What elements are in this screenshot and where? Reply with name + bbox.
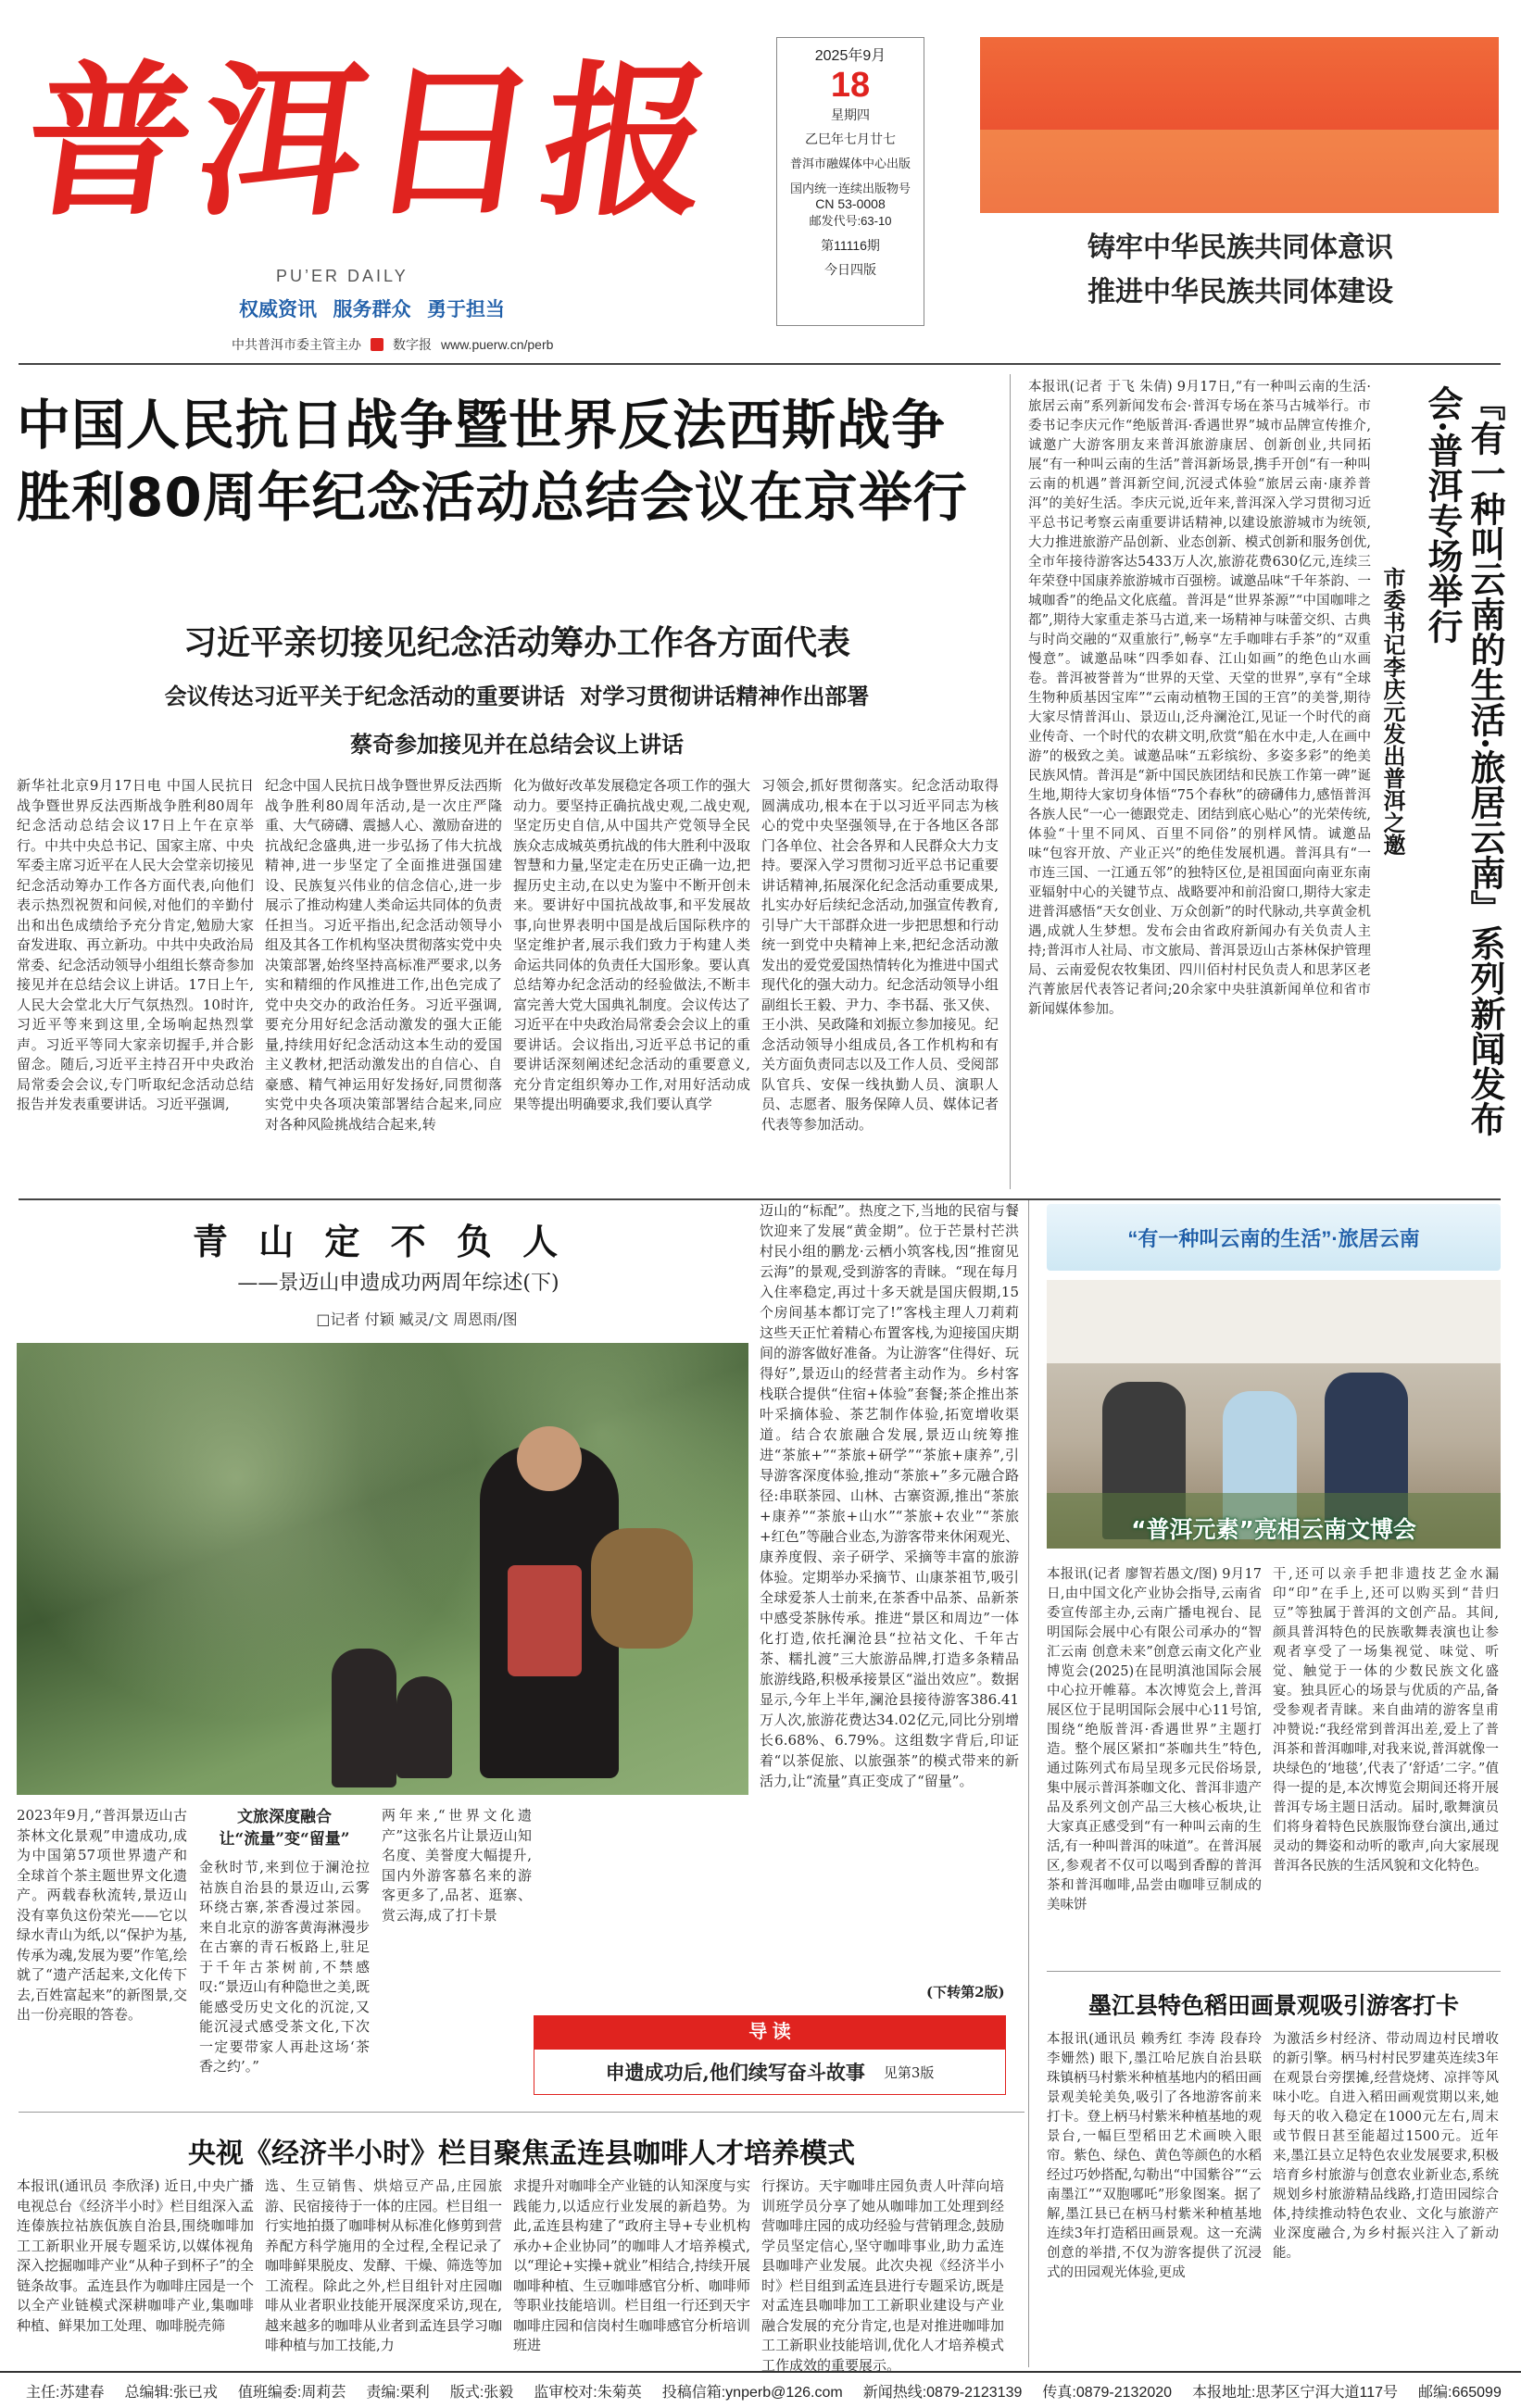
- feature-title: 青 山 定 不 负 人: [192, 1221, 568, 1262]
- sponsor-text: 中共普洱市委主管主办: [232, 337, 361, 352]
- footer-fax: 传真:0879-2132020: [1042, 2384, 1173, 2401]
- banner-glow: [980, 130, 1499, 213]
- footer-section-editor: 责编:栗利: [366, 2384, 430, 2401]
- masthead-logo: 普洱日报: [13, 44, 731, 238]
- digital-label: 数字报: [393, 337, 432, 352]
- mojiang-col1: 本报讯(通讯员 赖秀红 李涛 段春玲 李姗然) 眼下,墨江哈尼族自治县联珠镇柄马村紫米种植基地内的稻田画景观美轮美奂,吸引了各地游客前来打卡。登上柄马村紫米种植基地的观景台,一幅巨型稻田艺术画映入眼帘。紫色、绿色、黄色等颜色的水稻经过巧妙搭配,勾勒出“中国紫谷”“云南墨江”“双胞哪吒”形象图案。据了解,墨江县已在柄马村紫米种植基地连续3年打造稻田画景观。这一充满创意的举措,不仅为游客提供了沉浸式的田园观光体验,更成: [1047, 2032, 1262, 2280]
- third-picker-figure: [396, 1676, 452, 1778]
- issue-number: 第11116期: [821, 238, 880, 253]
- guide-label: 导 读: [534, 2015, 1006, 2049]
- masthead-subtitle: PU’ER DAILY: [276, 267, 409, 285]
- footer-email[interactable]: 投稿信箱:ynperb@126.com: [661, 2384, 843, 2401]
- lead-col1: 新华社北京9月17日电 中国人民抗日战争暨世界反法西斯战争胜利80周年纪念活动总结会议17日上午在京举行。中共中央总书记、国家主席、中央军委主席习近平在人民大会堂亲切接见纪念活动筹办工作各方面代表,向他们表示热烈祝贺和问候,对他们的辛勤付出和出色成绩给予充分肯定,勉励大家奋发进取、再立新功。中共中央政治局常委、纪念活动领导小组组长蔡奇参加接见并在总结会议上讲话。17日上午,人民大会堂北大厅气氛热烈。10时许,习近平等来到这里,全场响起热烈掌声。习近平等同大家亲切握手,并合影留念。随后,习近平主持召开中央政治局常委会会议,专门听取纪念活动总结报告并发表重要讲话。习近平强调,: [17, 777, 254, 1112]
- lead-col4: 习领会,抓好贯彻落实。纪念活动取得圆满成功,根本在于以习近平同志为核心的党中央坚强领导,在于各地区各部门各单位、社会各界和人民群众大力支持。要深入学习贯彻习近平总书记重要讲话精神,拓展深化纪念活动重要成果,扎实办好后续纪念活动,加强宣传教育,引导广大干部群众进一步把思想和行动统一到党中央精神上来,把纪念活动激发出的爱党爱国热情转化为推进中国式现代化的强大动力。纪念活动领导小组副组长王毅、尹力、李书磊、张又侠、王小洪、吴政隆和刘振立参加接见。纪念活动领导小组成员,各工作机构和有关方面负责同志以及工作人员、受阅部队官兵、安保一线执勤人员、演职人员、志愿者、服务保障人员、媒体记者代表等参加活动。: [761, 777, 999, 1133]
- guide-page: 见第3版: [883, 2063, 935, 2081]
- side-news-title: 『有一种叫云南的生活·旅居云南』系列新闻发布会·普洱专场举行: [1422, 385, 1506, 1137]
- expo-col2: 干,还可以亲手把非遗技艺金水漏印“印”在手上,还可以购买到“昔归豆”等独属于普洱的文创产品。其间,颜具普洱特色的民族歌舞表演也让参观者享受了一场集视觉、味觉、听觉、触觉于一体的少数民族文化盛宴。独具匠心的场景与优质的产品,备受参观者青睐。来自曲靖的游客皇甫冲赞说:“我经常到普洱出差,爱上了普洱茶和普洱咖啡,对我来说,普洱就像一块绿色的‘地毯’,代表了‘舒适’二字。”值得一提的是,本次博览会期间还将开展普洱专场主题日活动。届时,歌舞演员们将身着特色民族服饰登台演出,通过灵动的舞姿和动听的歌声,向大家展现普洱各民族的生活风貌和文化特色。: [1273, 1567, 1499, 1874]
- lead-col2: 纪念中国人民抗日战争暨世界反法西斯战争胜利80周年活动,是一次庄严隆重、大气磅礴、震撼人心、激励奋进的抗战纪念盛典,进一步弘扬了伟大抗战精神,进一步坚定了全面推进强国建设、民族复兴伟业的信念信心,进一步展示了推动构建人类命运共同体的负责任担当。习近平指出,纪念活动领导小组及其各工作机构坚决贯彻落实党中央决策部署,始终坚持高标准严要求,以务实和精细的作风推进工作,出色完成了党中央交办的政治任务。习近平强调,要充分用好纪念活动激发的强大正能量,持续用好纪念活动这本生动的爱国主义教材,把活动激发出的自信心、自豪感、精气神运用好发扬好,同贯彻落实党中央各项决策部署结合起来,同应对各种风险挑战结合起来,转: [265, 777, 502, 1133]
- feature-col4: 迈山的“标配”。热度之下,当地的民宿与餐饮迎来了发展“黄金期”。位于芒景村芒洪村民小组的鹏龙·云栖小筑客栈,因“推窗见云海”的景观,受到游客的青睐。“现在每月入住率稳定,再过十多天就是国庆假期,15个房间基本都订完了!”客栈主理人刀莉莉这些天正忙着精心布置客栈,为迎接国庆期间的游客做好准备。为让游客“住得好、玩得好”,景迈山的经营者主动作为。乡村客栈联合提供“住宿+体验”套餐;茶企推出茶叶采摘体验、茶艺制作体验,拓宽增收渠道。结合农旅融合发展,景迈山统筹推进“茶旅+”“茶旅+研学”“茶旅+康养”,引导游客深度体验,推动“茶旅+”多元融合路径:串联茶园、山林、古寨资源,推出“茶旅+康养”“茶旅+山水”“茶旅+农业”“茶旅+红色”等融合业态,为游客带来休闲观光、康养度假、亲子研学、采摘等丰富的旅游体验。定期举办采摘节、山康茶祖节,吸引全球爱茶人士前来,在茶香中品茶、品新茶中感受茶脉传承。推进“景区和周边”一体化打造,依托澜沧县“拉祜文化、千年古茶、糯扎渡”三大旅游品牌,打造多条精品旅游线路,积极承接景区“溢出效应”。数据显示,今年上半年,澜沧县接待游客386.41万人次,旅游花费达34.02亿元,同比分别增长6.68%、6.79%。这组数字背后,印证着“以茶促旅、以旅强茶”的模式带来的新活力,让“流量”真正变成了“留量”。: [760, 1202, 1020, 1789]
- expo-col1: 本报讯(记者 廖智若愚文/图) 9月17日,由中国文化产业协会指导,云南省委宣传部主办,云南广播电视台、昆明国际会展中心有限公司承办的“智汇云南 创意未来”创意云南文化产业博览会(2025)在昆明滇池国际会展中心拉开帷幕。本次博览会上,普洱展区位于昆明国际会展中心11号馆,围绕“绝版普洱·香遇世界”主题打造。整个展区紧扣“茶咖共生”特色,通过陈列式布局呈现多元民俗场景,集中展示普洱茶咖文化、普洱非遗产品及系列文创产品三大核心板块,让大家真正感受到“有一种叫云南的生活,有一种叫普洱的味道”。在普洱展区,参观者不仅可以喝到香醇的普洱茶和普洱咖啡,品尝由咖啡豆制成的美味饼: [1047, 1567, 1262, 1913]
- banner-line2: 推进中华民族共同体建设: [1087, 276, 1393, 308]
- feature-subtitle: ——景迈山申遗成功两周年综述(下): [237, 1272, 559, 1295]
- mojiang-rule: [1047, 1971, 1501, 1972]
- issn-label: 国内统一连续出版物号: [789, 182, 911, 195]
- lead-col3: 化为做好改革发展稳定各项工作的强大动力。要坚持正确抗战史观,二战史观,坚定历史自信,从中国共产党领导全民族众志成城英勇抗战的伟大胜利中汲取智慧和力量,坚定走在历史正确一边,把握历史主动,在以史为鉴中不断开创未来。要讲好中国抗战故事,和平发展故事,向世界表明中国是战后国际秩序的坚定维护者,展示我们致力于构建人类命运共同体的负责任大国形象。要认真总结筹办纪念活动的经验做法,不断丰富完善大党大国典礼制度。会议传达了习近平在中央政治局常委会会议上的重要讲话。会议指出,习近平总书记的重要讲话深刻阐述纪念活动的重要意义,充分肯定组织筹办工作,对用好活动成果等提出明确要求,我们要认真学: [513, 777, 750, 1112]
- footer-editor-in-chief: 主任:苏建春: [26, 2384, 105, 2401]
- date-publisher: 普洱市融媒体中心出版: [789, 157, 911, 170]
- lead-headline-line2: 胜利80周年纪念活动总结会议在京举行: [17, 466, 968, 529]
- banner-line1: 铸牢中华民族共同体意识: [1087, 232, 1393, 264]
- top-rule: [19, 363, 1501, 365]
- lead-sub3: 蔡奇参加接见并在总结会议上讲话: [350, 731, 684, 758]
- footer-address: 本报地址:思茅区宁洱大道117号: [1192, 2384, 1399, 2401]
- feature-col1: 2023年9月,“普洱景迈山古茶林文化景观”申遗成功,成为中国第57项世界遗产和全球首个茶主题世界文化遗产。两载春秋流转,景迈山没有辜负这份荣光——它以绿水青山为纸,以“保护为基,传承为魂,发展为要”作笔,绘就了“遗产活起来,文化传下去,百姓富起来”的新图景,交出一份亮眼的答卷。: [17, 1807, 187, 2023]
- feature-col2: 金秋时节,来到位于澜沧拉祜族自治县的景迈山,云雾环绕古寨,茶香漫过茶园。来自北京的游客黄海淋漫步在古寨的青石板路上,驻足于千年古茶树前,不禁感叹:“景迈山有种隐世之美,既能感受历史文化的沉淀,又能沉浸式感受茶文化,下次一定要带家人再赴这场‘茶香之约’。”: [199, 1859, 370, 2075]
- masthead-slogan: 权威资讯 服务群众 勇于担当: [239, 299, 506, 320]
- mojiang-headline: 墨江县特色稻田画景观吸引游客打卡: [1087, 1992, 1459, 2019]
- footer-layout: 版式:张毅: [449, 2384, 514, 2401]
- coffee-col3: 求提升对咖啡全产业链的认知深度与实践能力,以适应行业发展的新趋势。为此,孟连县构建了“政府主导+专业机构承办+企业协同”的咖啡人才培养模式,以“理论+实操+就业”相结合,持续开展咖啡种植、生豆咖啡感官分析、咖啡师等职业技能培训。栏目组一行还到天宇咖啡庄园和信岗村生咖啡感官分析培训班进: [513, 2177, 750, 2353]
- footer-hotline: 新闻热线:0879-2123139: [862, 2384, 1023, 2401]
- lead-headline: [17, 389, 1017, 533]
- picker-embroidery: [508, 1565, 582, 1676]
- mojiang-col2: 为激活乡村经济、带动周边村民增收的新引擎。柄马村村民罗建英连续3年在观景台旁摆摊,经营烧烤、凉拌等风味小吃。自进入稻田画观赏期以来,她每天的收入稳定在1000元左右,周末或节假日甚至能超过1500元。近年来,墨江县立足特色农业发展要求,积极培育乡村旅游与创意农业新业态,系统规划乡村旅游精品线路,打造田园综合体,持续推动特色农业、文化与旅游产业深度融合,为乡村振兴注入了新动能。: [1273, 2032, 1499, 2261]
- tea-basket: [591, 1528, 693, 1649]
- cn-number: CN 53-0008: [815, 196, 886, 211]
- footer-chief-editor: 总编辑:张已戎: [124, 2384, 218, 2401]
- coffee-headline: 央视《经济半小时》栏目聚焦孟连县咖啡人才培养模式: [188, 2138, 855, 2170]
- side-news-subtitle: 市委书记李庆元发出普洱之邀: [1379, 567, 1406, 856]
- footer-bar: [0, 2371, 1521, 2408]
- coffee-rule: [19, 2112, 1024, 2113]
- col-divider: [1010, 374, 1011, 1189]
- footer-postcode: 邮编:665099: [1418, 2384, 1502, 2401]
- date-day: 18: [830, 66, 871, 105]
- coffee-col2: 选、生豆销售、烘焙豆产品,庄园旅游、民宿接待于一体的庄园。栏目组一行实地拍摄了咖啡树从标准化修剪到营养配方科学施用的全过程,全程记录了咖啡鲜果脱皮、发酵、干燥、筛选等加工流程。除此之外,栏目组针对庄园咖啡从业者职业技能开展深度采访,现在,越来越多的咖啡从业者到孟连县学习咖啡种植与加工技能,力: [265, 2177, 502, 2353]
- guide-headline[interactable]: 申遗成功后,他们续写奋斗故事: [605, 2061, 865, 2084]
- right-col-divider: [1028, 1200, 1029, 2367]
- lead-headline-line1: 中国人民抗日战争暨世界反法西斯战争: [17, 394, 947, 457]
- lead-sub2: 会议传达习近平关于纪念活动的重要讲话 对学习贯彻讲话精神作出部署: [164, 683, 870, 709]
- banner-text: [982, 217, 1499, 326]
- tea-picker-face: [517, 1426, 582, 1491]
- footer-supervise: 监审校对:朱菊英: [534, 2384, 642, 2401]
- date-lunar: 乙巳年七月廿七: [805, 132, 896, 146]
- side-news-body: 本报讯(记者 于飞 朱倩) 9月17日,“有一种叫云南的生活·旅居云南”系列新闻发布会·普洱专场在茶马古城举行。市委书记李庆元作“绝版普洱·香遇世界”城市品牌宣传推介,诚邀广大游客朋友来普洱旅游康居、创新创业,共同拓展“有一种叫云南的生活”普洱新场景,携手开创“有一种叫云南的机遇”普洱新空间,沉浸式体验“旅居云南·康养普洱”的美好生活。李庆元说,近年来,普洱深入学习贯彻习近平总书记考察云南重要讲话精神,以建设旅游城市为统领,大力推进旅游产品创新、业态创新、模式创新和服务创优,全市年接待游客达5433万人次,旅游花费630亿元,连续三年荣登中国康养旅游城市百强榜。诚邀品味“千年茶韵、一城咖香”的绝品文化底蕴。普洱是“世界茶源”“中国咖啡之都”,期待大家重走茶马古道,来一场精神与味蕾交织、古典与时尚交融的“双重旅行”,畅享“左手咖啡右手茶”的“双重慢意”。诚邀品味“四季如春、江山如画”的绝色山水画卷。普洱被誉普为“世界的天堂、天堂的世界”,享有“全球生物种质基因宝库”“云南动植物王国的王宫”的美誉,期待大家尽情普洱山、景迈山,泛舟澜沧江,见证一个时代的商业传奇、一个时代的农耕文明,欣赏“船在水中走,人在画中游”的极致之美。诚邀品味“五彩缤纷、多姿多彩”的绝美民族风情。普洱是“新中国民族团结和民族工作第一碑”诞生地,期待大家切身体悟“75个春秋”的磅礴伟力,感悟普洱各族人民“一心一德跟党走、团结到底心贴心”的光荣传统,体验“十里不同风、百里不同俗”的别样风情。诚邀品味“包容开放、产业正兴”的绝佳发展机遇。普洱具有“一市连三国、一江通五邻”的独特区位,是祖国面向南亚东南亚辐射中心的关键节点、战略要冲和前沿窗口,期待大家走进普洱感悟“天女创业、万众创新”的时代脉动,共享黄金机遇,成就人生梦想。发布会由省政府新闻办有关负责人主持;普洱市人社局、市文旅局、普洱景迈山古茶林保护管理局、云南爱倪农牧集团、四川佰村村民负责人和思茅区老汽菁旅居代表答记者问;20余家中央驻滇新闻单位和省市新闻媒体参加。: [1028, 380, 1371, 1017]
- lead-sub1: 习近平亲切接见纪念活动筹办工作各方面代表: [182, 623, 850, 662]
- date-block: [776, 37, 924, 326]
- guide-box[interactable]: [534, 2049, 1006, 2095]
- feature-col2-title: 文旅深度融合 让“流量”变“留量”: [219, 1808, 350, 1849]
- website-link[interactable]: www.puerw.cn/perb: [441, 337, 554, 352]
- expo-logo: “有一种叫云南的生活”·旅居云南: [1047, 1204, 1501, 1271]
- feature-byline: □记者 付颖 臧灵/文 周恩雨/图: [316, 1311, 518, 1328]
- feature-col3: 两年来,“世界文化遗产”这张名片让景迈山知名度、美誉度大幅提升,国内外游客慕名来的游客更多了,品茗、逛寨、赏云海,成了打卡景: [382, 1807, 532, 1924]
- coffee-col4: 行探访。天宇咖啡庄园负责人叶萍向培训班学员分享了她从咖啡加工处理到经营咖啡庄园的成功经验与营销理念,鼓励学员坚定信心,坚守咖啡事业,助力孟连县咖啡产业发展。此次央视《经济半小时》栏目组到孟连县进行专题采访,既是对孟连县咖啡加工工新职业建设与产业融合发展的充分肯定,也是对推进咖啡加工工新职业技能培训,优化人才培养模式工作成效的重要展示。: [761, 2177, 1004, 2374]
- feature-photo: [17, 1343, 748, 1795]
- expo-photo: [1047, 1280, 1501, 1549]
- expo-ceiling: [1047, 1280, 1501, 1363]
- date-weekday: 星期四: [831, 107, 870, 122]
- digital-icon: [371, 338, 383, 351]
- date-year-month: 2025年9月: [814, 48, 886, 64]
- postal-code: 邮发代号:63-10: [809, 214, 892, 228]
- second-picker-figure: [332, 1649, 396, 1787]
- feature-continue: (下转第2版): [926, 1984, 1005, 2000]
- expo-photo-caption: “普洱元素”亮相云南文博会: [1131, 1516, 1416, 1543]
- masthead-footer-line: [232, 335, 553, 354]
- page-count: 今日四版: [824, 262, 876, 277]
- coffee-col1: 本报讯(通讯员 李欣泽) 近日,中央广播电视总台《经济半小时》栏目组深入孟连傣族拉祜族佤族自治县,围绕咖啡加工工新职业开展专题采访,以媒体视角深入挖掘咖啡产业“从种子到杯子”的全链条故事。孟连县作为咖啡庄园是一个以全产业链模式深耕咖啡产业,集咖啡种植、鲜果加工处理、咖啡脱壳筛: [17, 2177, 254, 2334]
- footer-duty-editor: 值班编委:周莉芸: [237, 2384, 346, 2401]
